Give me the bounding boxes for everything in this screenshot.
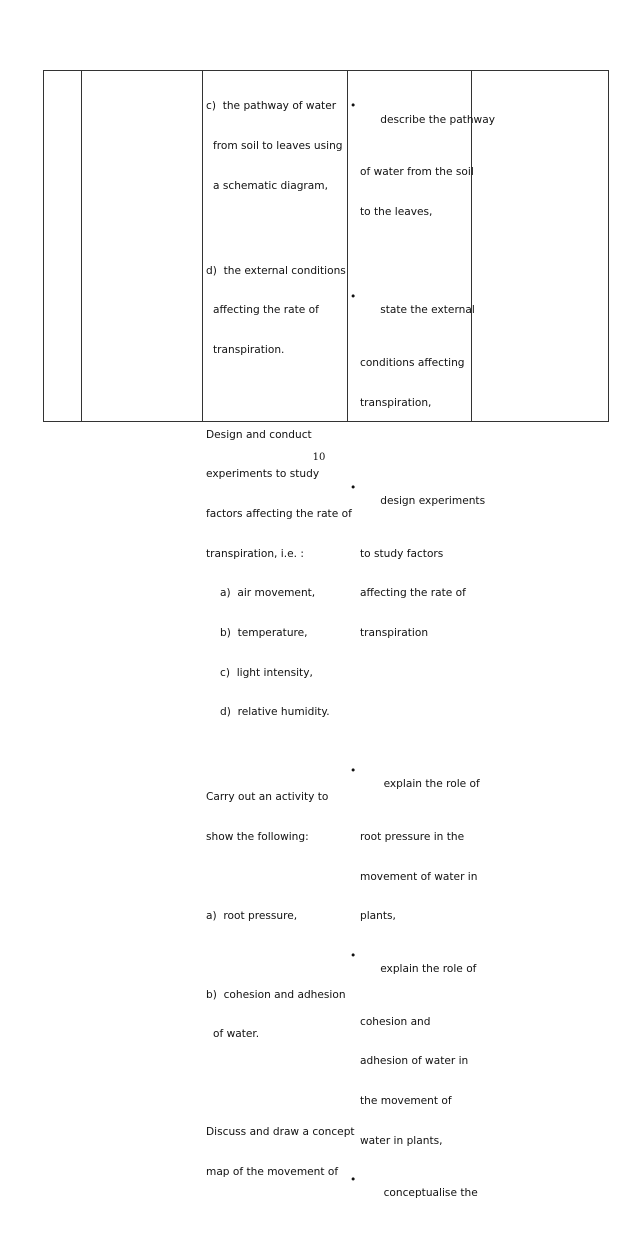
carry-out-line1: Carry out an activity to (206, 791, 329, 804)
outcome-text: root pressure in the (360, 830, 465, 843)
outcome-text: adhesion of water in (360, 1055, 469, 1068)
column-divider-2 (202, 71, 203, 421)
root-pressure-item: a) root pressure, (206, 909, 298, 922)
outcome-text: of water from the soil (360, 166, 474, 179)
column-divider-3 (347, 71, 348, 421)
activity-d-line3: transpiration. (213, 343, 285, 356)
outcome-describe-pathway (350, 100, 495, 140)
outcome-text: cohesion and (360, 1015, 431, 1028)
bullet-icon: • (350, 949, 357, 962)
outcome-text: to study factors (360, 547, 444, 560)
outcome-text: describe the pathway (380, 113, 495, 126)
outcome-text: conceptualise the (380, 1187, 478, 1200)
outcome-text: to the leaves, (360, 206, 433, 219)
outcome-conceptualise (350, 1174, 478, 1214)
outcome-text: explain the role of (380, 778, 480, 791)
bullet-icon: • (350, 291, 357, 304)
page-number: 10 (312, 452, 326, 463)
discuss-line1: Discuss and draw a concept (206, 1126, 355, 1139)
factor-light-intensity: c) light intensity, (220, 666, 313, 679)
cohesion-line2: of water. (213, 1028, 260, 1041)
outcome-text: affecting the rate of (360, 587, 466, 600)
outcome-text: design experiments (380, 494, 486, 507)
outcome-text: movement of water in (360, 870, 478, 883)
factor-air-movement: a) air movement, (220, 587, 316, 600)
activity-c-line2: from soil to leaves using (213, 140, 343, 153)
bullet-icon: • (350, 1174, 357, 1187)
outcome-text: transpiration, (360, 396, 432, 409)
design-line2: experiments to study (206, 468, 320, 481)
outcome-design-experiments (350, 481, 486, 522)
design-line3: factors affecting the rate of (206, 508, 352, 521)
factor-relative-humidity: d) relative humidity. (220, 706, 330, 719)
activity-d-line1: d) the external conditions (206, 264, 346, 277)
outcome-text: explain the role of (380, 962, 477, 975)
outcome-text: the movement of (360, 1095, 452, 1108)
design-line4: transpiration, i.e. : (206, 547, 304, 560)
learning-outcomes-cell (350, 74, 495, 1240)
outcome-text: transpiration (360, 626, 429, 639)
carry-out-line2: show the following: (206, 830, 309, 843)
bullet-icon: • (350, 764, 357, 777)
outcome-root-pressure (350, 764, 480, 805)
factor-temperature: b) temperature, (220, 626, 308, 639)
outcome-state-conditions (350, 291, 475, 331)
outcome-text: conditions affecting (360, 357, 465, 370)
outcome-cohesion-adhesion (350, 949, 477, 990)
design-line1: Design and conduct (206, 428, 312, 441)
outcome-text: state the external (380, 304, 475, 317)
discuss-line2: map of the movement of (206, 1166, 339, 1179)
outcome-text: plants, (360, 910, 396, 923)
learning-activities-cell (206, 74, 355, 1206)
cohesion-line1: b) cohesion and adhesion (206, 988, 346, 1001)
column-divider-1 (81, 71, 82, 421)
bullet-icon: • (350, 100, 357, 113)
activity-c-line1: c) the pathway of water (206, 100, 337, 113)
outcome-text: water in plants, (360, 1134, 443, 1147)
bullet-icon: • (350, 481, 357, 494)
activity-c-line3: a schematic diagram, (213, 179, 328, 192)
activity-d-line2: affecting the rate of (213, 304, 319, 317)
